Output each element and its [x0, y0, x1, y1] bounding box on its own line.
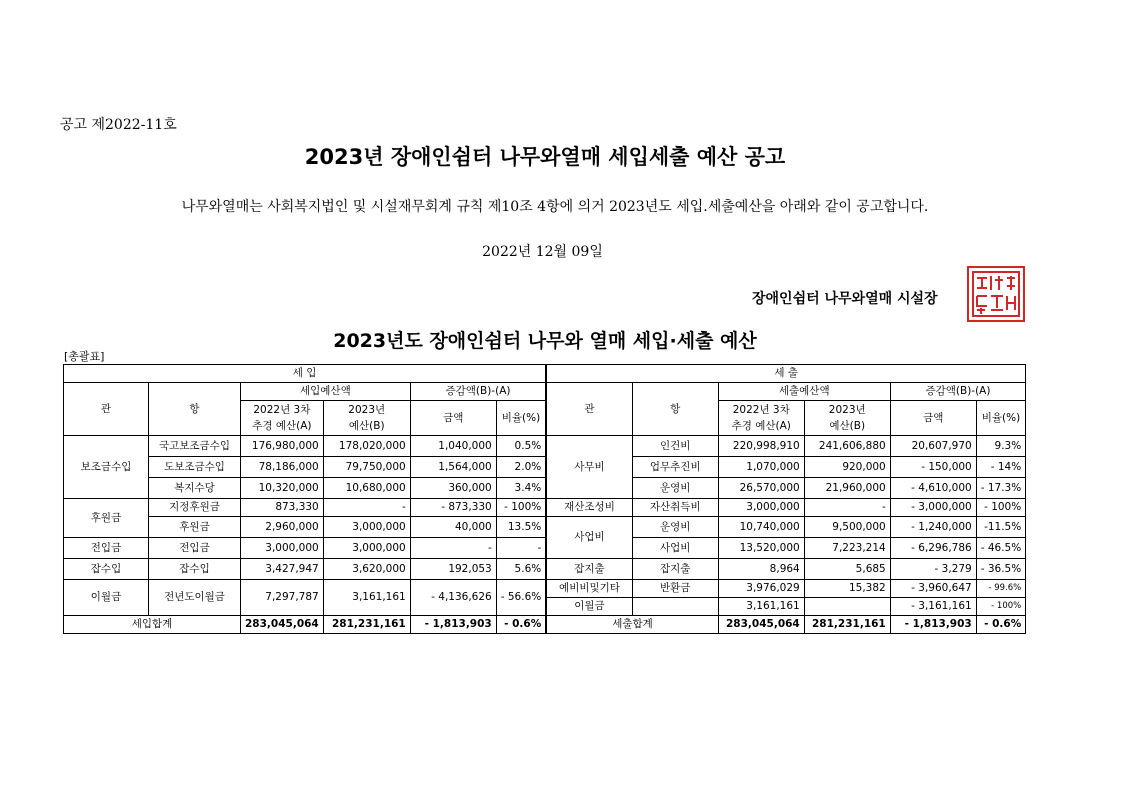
exp-group-cell: 잡지출	[546, 559, 632, 580]
rev-total-a: 283,045,064	[241, 616, 324, 634]
exp-diff-cell: - 1,240,000	[890, 517, 976, 538]
page-title: 2023년 장애인쉼터 나무와열매 세입세출 예산 공고	[304, 145, 786, 169]
rev-group-cell: 잡수입	[64, 559, 149, 580]
rev-ratio-cell: 3.4%	[496, 478, 546, 499]
rev-group-cell: 후원금	[64, 499, 149, 538]
exp-a-cell: 26,570,000	[718, 478, 804, 499]
rev-diff-cell: 360,000	[410, 478, 496, 499]
exp-group-cell: 재산조성비	[546, 499, 632, 517]
rev-gwan-header: 관	[64, 383, 149, 436]
exp-a-cell: 220,998,910	[718, 436, 804, 457]
exp-total-diff: - 1,813,903	[890, 616, 976, 634]
exp-diff-cell: - 3,161,161	[890, 598, 976, 616]
table-row	[64, 538, 1026, 559]
exp-hang-cell: 운영비	[632, 517, 718, 538]
rev-budget-header: 세입예산액	[241, 383, 411, 401]
rev-b-cell: 79,750,000	[323, 457, 410, 478]
exp-hang-cell: 인건비	[632, 436, 718, 457]
exp-hang-cell: 사업비	[632, 538, 718, 559]
rev-group-cell: 보조금수입	[64, 436, 149, 499]
rev-diff-cell: 1,564,000	[410, 457, 496, 478]
exp-group-cell: 사업비	[546, 517, 632, 559]
rev-ratio-cell: - 56.6%	[496, 580, 546, 616]
rev-hang-header: 항	[149, 383, 241, 436]
rev-group-cell: 전입금	[64, 538, 149, 559]
exp-a-cell: 13,520,000	[718, 538, 804, 559]
rev-col-a-header: 2022년 3차 추경 예산(A)	[241, 401, 324, 436]
table-row	[64, 478, 1026, 499]
table-row	[64, 517, 1026, 538]
rev-hang-cell: 도보조금수입	[149, 457, 241, 478]
rev-diff-cell: - 4,136,626	[410, 580, 496, 616]
exp-hang-cell	[632, 598, 718, 616]
rev-total-diff: - 1,813,903	[410, 616, 496, 634]
rev-hang-cell: 후원금	[149, 517, 241, 538]
exp-b-cell: 21,960,000	[804, 478, 890, 499]
exp-b-cell: 7,223,214	[804, 538, 890, 559]
exp-diff-cell: 20,607,970	[890, 436, 976, 457]
exp-b-cell: 5,685	[804, 559, 890, 580]
exp-group-cell: 사무비	[546, 436, 632, 499]
revenue-header: 세 입	[64, 365, 547, 383]
rev-ratio-cell: - 100%	[496, 499, 546, 517]
rev-ratio-cell: 5.6%	[496, 559, 546, 580]
exp-ratio-cell: 9.3%	[976, 436, 1025, 457]
exp-a-cell: 10,740,000	[718, 517, 804, 538]
rev-b-cell: 3,000,000	[323, 517, 410, 538]
exp-diff-cell: - 3,960,647	[890, 580, 976, 598]
rev-b-cell: 10,680,000	[323, 478, 410, 499]
exp-a-cell: 3,161,161	[718, 598, 804, 616]
seal-stamp-icon	[971, 270, 1021, 318]
rev-a-cell: 3,427,947	[241, 559, 324, 580]
rev-ratio-cell: -	[496, 538, 546, 559]
exp-b-cell: 9,500,000	[804, 517, 890, 538]
rev-diff-cell: 40,000	[410, 517, 496, 538]
exp-diff-cell: - 3,279	[890, 559, 976, 580]
rev-diff-header: 증감액(B)-(A)	[410, 383, 546, 401]
table-row	[64, 457, 1026, 478]
exp-b-cell: 241,606,880	[804, 436, 890, 457]
exp-ratio-cell: - 17.3%	[976, 478, 1025, 499]
exp-col-a-header: 2022년 3차 추경 예산(A)	[718, 401, 804, 436]
rev-b-cell: 178,020,000	[323, 436, 410, 457]
table-row	[64, 499, 1026, 517]
header-row-1	[64, 365, 1026, 383]
exp-hang-cell: 자산취득비	[632, 499, 718, 517]
rev-col-b-header: 2023년 예산(B)	[323, 401, 410, 436]
rev-b-cell: 3,000,000	[323, 538, 410, 559]
exp-group-cell: 예비비및기타	[546, 580, 632, 598]
rev-a-cell: 3,000,000	[241, 538, 324, 559]
table-row	[64, 436, 1026, 457]
exp-hang-cell: 운영비	[632, 478, 718, 499]
exp-ratio-cell: - 99.6%	[976, 580, 1025, 598]
exp-a-cell: 3,000,000	[718, 499, 804, 517]
exp-a-cell: 8,964	[718, 559, 804, 580]
exp-b-cell: 15,382	[804, 580, 890, 598]
exp-hang-header: 항	[632, 383, 718, 436]
table-row	[64, 559, 1026, 580]
table-row	[64, 580, 1026, 598]
exp-diff-cell: - 150,000	[890, 457, 976, 478]
summary-tag: [총괄표]	[64, 350, 105, 363]
rev-diff-cell: 192,053	[410, 559, 496, 580]
notice-number: 공고 제2022-11호	[60, 117, 177, 133]
official-seal	[967, 266, 1025, 322]
exp-diff-cell: - 4,610,000	[890, 478, 976, 499]
exp-diff-cell: - 6,296,786	[890, 538, 976, 559]
rev-a-cell: 7,297,787	[241, 580, 324, 616]
expenditure-header: 세 출	[546, 365, 1025, 383]
exp-hang-cell: 업무추진비	[632, 457, 718, 478]
exp-total-label: 세출합계	[546, 616, 718, 634]
rev-hang-cell: 복지수당	[149, 478, 241, 499]
exp-a-cell: 3,976,029	[718, 580, 804, 598]
exp-total-b: 281,231,161	[804, 616, 890, 634]
rev-ratio-cell: 0.5%	[496, 436, 546, 457]
exp-col-b-header: 2023년 예산(B)	[804, 401, 890, 436]
intro-text: 나무와열매는 사회복지법인 및 시설재무회계 규칙 제10조 4항에 의거 2023년도 세입.세출예산을 아래와 같이 공고합니다.	[181, 199, 929, 215]
rev-total-label: 세입합계	[64, 616, 241, 634]
exp-a-cell: 1,070,000	[718, 457, 804, 478]
rev-b-cell: 3,161,161	[323, 580, 410, 616]
exp-diff-cell: - 3,000,000	[890, 499, 976, 517]
totals-row	[64, 616, 1026, 634]
exp-ratio-cell: - 14%	[976, 457, 1025, 478]
exp-b-cell: 920,000	[804, 457, 890, 478]
notice-date: 2022년 12월 09일	[482, 244, 603, 260]
rev-a-cell: 2,960,000	[241, 517, 324, 538]
budget-table	[63, 364, 1026, 634]
exp-amount-header: 금액	[890, 401, 976, 436]
exp-ratio-cell: - 36.5%	[976, 559, 1025, 580]
rev-diff-cell: -	[410, 538, 496, 559]
rev-ratio-cell: 13.5%	[496, 517, 546, 538]
rev-a-cell: 10,320,000	[241, 478, 324, 499]
exp-budget-header: 세출예산액	[718, 383, 890, 401]
rev-b-cell: 3,620,000	[323, 559, 410, 580]
exp-group-cell: 이월금	[546, 598, 632, 616]
signer-name: 장애인쉼터 나무와열매 시설장	[752, 291, 938, 307]
rev-diff-cell: - 873,330	[410, 499, 496, 517]
table-title: 2023년도 장애인쉼터 나무와 열매 세입·세출 예산	[333, 330, 757, 352]
rev-a-cell: 176,980,000	[241, 436, 324, 457]
rev-group-cell: 이월금	[64, 580, 149, 616]
exp-total-ratio: - 0.6%	[976, 616, 1025, 634]
rev-ratio-cell: 2.0%	[496, 457, 546, 478]
rev-hang-cell: 전입금	[149, 538, 241, 559]
exp-total-a: 283,045,064	[718, 616, 804, 634]
exp-ratio-cell: - 46.5%	[976, 538, 1025, 559]
exp-hang-cell: 반환금	[632, 580, 718, 598]
rev-amount-header: 금액	[410, 401, 496, 436]
rev-a-cell: 873,330	[241, 499, 324, 517]
exp-gwan-header: 관	[546, 383, 632, 436]
exp-ratio-cell: - 100%	[976, 499, 1025, 517]
rev-a-cell: 78,186,000	[241, 457, 324, 478]
rev-diff-cell: 1,040,000	[410, 436, 496, 457]
rev-hang-cell: 잡수입	[149, 559, 241, 580]
exp-diff-header: 증감액(B)-(A)	[890, 383, 1025, 401]
rev-total-b: 281,231,161	[323, 616, 410, 634]
header-row-2	[64, 383, 1026, 401]
exp-ratio-cell: - 100%	[976, 598, 1025, 616]
exp-b-cell	[804, 598, 890, 616]
exp-b-cell: -	[804, 499, 890, 517]
rev-hang-cell: 국고보조금수입	[149, 436, 241, 457]
rev-b-cell: -	[323, 499, 410, 517]
exp-ratio-cell: -11.5%	[976, 517, 1025, 538]
rev-ratio-header: 비율(%)	[496, 401, 546, 436]
rev-total-ratio: - 0.6%	[496, 616, 546, 634]
exp-ratio-header: 비율(%)	[976, 401, 1025, 436]
exp-hang-cell: 잡지출	[632, 559, 718, 580]
rev-hang-cell: 지정후원금	[149, 499, 241, 517]
rev-hang-cell: 전년도이월금	[149, 580, 241, 616]
